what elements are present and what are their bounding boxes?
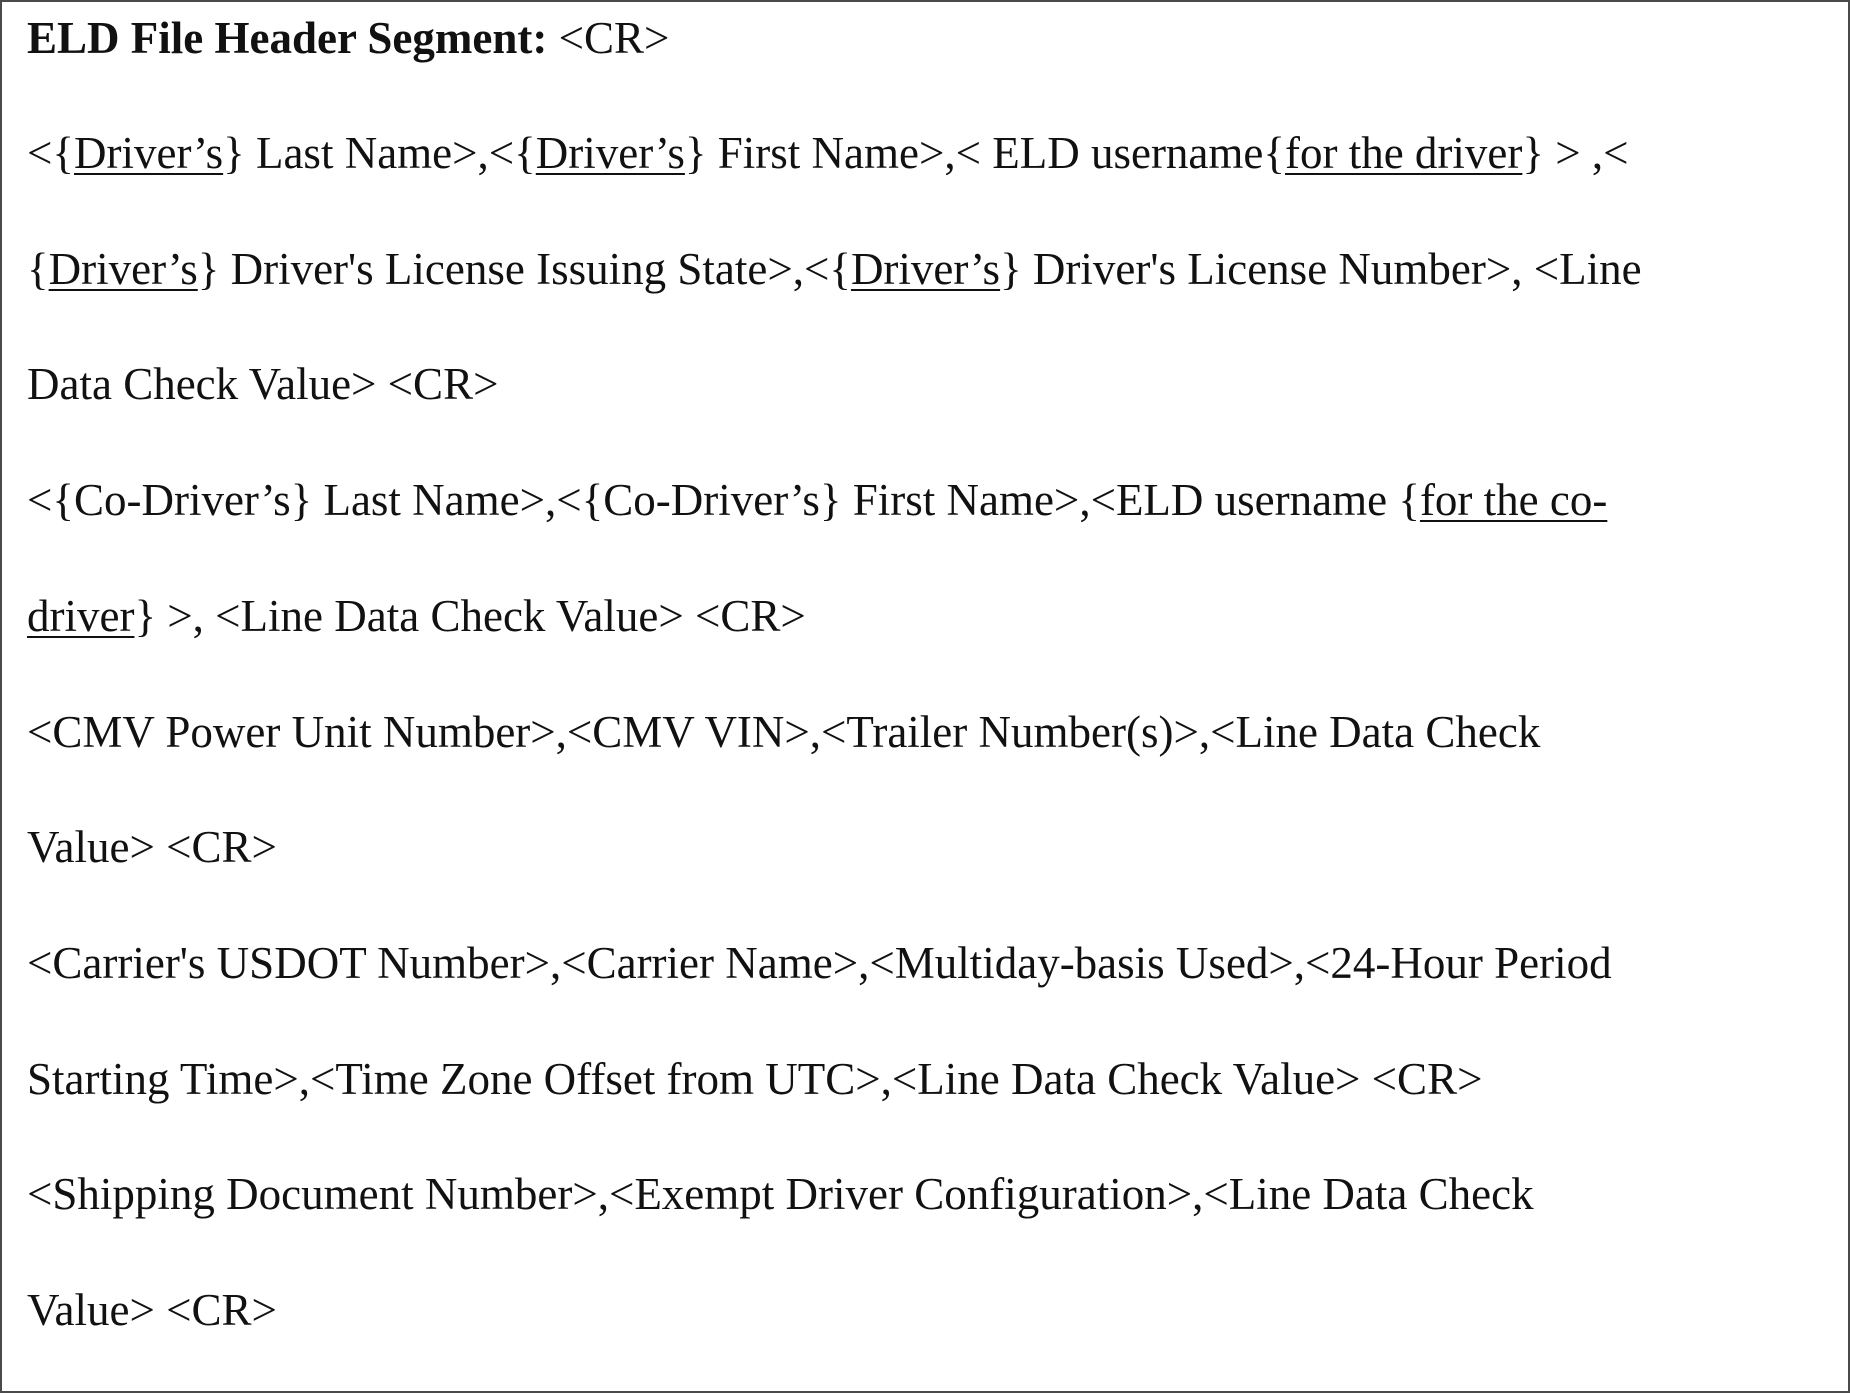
segment-title-suffix: <CR> bbox=[547, 13, 670, 63]
field-text: { bbox=[27, 244, 49, 294]
field-text: <Carrier's USDOT Number>,<Carrier Name>,<Multiday-basis Used>,<24-Hour Period bbox=[27, 938, 1612, 988]
underlined-text: Driver’s bbox=[850, 244, 1001, 294]
field-text: Data Check Value> <CR> bbox=[27, 359, 499, 409]
underlined-text: Driver’s bbox=[73, 128, 224, 178]
field-text: } First Name>,< ELD username{ bbox=[684, 128, 1285, 178]
field-text: <Shipping Document Number>,<Exempt Driver Configuration>,<Line Data Check bbox=[27, 1169, 1534, 1219]
underlined-text: for the driver bbox=[1284, 128, 1523, 178]
underlined-text: Driver’s bbox=[535, 128, 685, 178]
underlined-text: driver bbox=[27, 591, 135, 641]
field-line bbox=[27, 819, 277, 875]
field-line bbox=[27, 1166, 1534, 1222]
field-text: Starting Time>,<Time Zone Offset from UTC>,<Line Data Check Value> <CR> bbox=[27, 1054, 1483, 1104]
field-line bbox=[27, 125, 1629, 181]
field-text: Value> <CR> bbox=[27, 822, 277, 872]
field-line bbox=[27, 472, 1607, 528]
field-line bbox=[27, 241, 1642, 297]
field-text: } > ,< bbox=[1522, 128, 1629, 178]
field-text: } Driver's License Issuing State>,<{ bbox=[197, 244, 851, 294]
field-text: } Driver's License Number>, <Line bbox=[1000, 244, 1642, 294]
field-text: <{Co-Driver’s} Last Name>,<{Co-Driver’s} First Name>,<ELD username { bbox=[27, 475, 1420, 525]
field-text: Value> <CR> bbox=[27, 1285, 277, 1335]
field-text: <CMV Power Unit Number>,<CMV VIN>,<Trailer Number(s)>,<Line Data Check bbox=[27, 707, 1541, 757]
field-line bbox=[27, 588, 806, 644]
field-text: <{ bbox=[27, 128, 74, 178]
field-text: } >, <Line Data Check Value> <CR> bbox=[134, 591, 806, 641]
field-line bbox=[27, 1282, 277, 1338]
underlined-text: Driver’s bbox=[48, 244, 198, 294]
underlined-text: for the co- bbox=[1419, 475, 1608, 525]
field-line bbox=[27, 1051, 1482, 1107]
field-line bbox=[27, 704, 1540, 760]
field-line bbox=[27, 356, 498, 412]
segment-title: ELD File Header Segment: bbox=[27, 13, 548, 63]
header-title-line bbox=[27, 10, 669, 66]
field-text: } Last Name>,<{ bbox=[223, 128, 536, 178]
field-line bbox=[27, 935, 1612, 991]
